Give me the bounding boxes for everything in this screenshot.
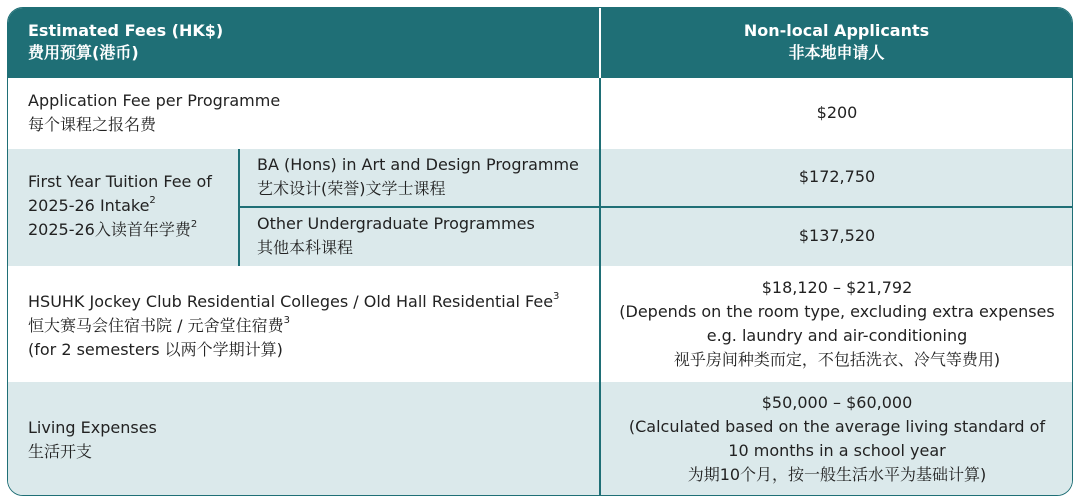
sub-column-divider (238, 149, 240, 266)
tuition-label-line3 (28, 218, 212, 242)
other-programmes-label (257, 212, 535, 260)
living-expenses-note-line2: 10 months in a school year (728, 441, 946, 460)
tuition-label-zh: 2025-26入读首年学费 (28, 220, 191, 239)
art-design-programme-en: BA (Hons) in Art and Design Programme (257, 155, 579, 174)
residential-fee-note-line1: (Depends on the room type, excluding extra expenses (619, 302, 1055, 321)
tuition-label-intake: 2025-26 Intake (28, 196, 150, 215)
residential-label-note: (for 2 semesters 以两个学期计算) (28, 340, 283, 359)
living-expenses-value (600, 391, 1073, 487)
application-fee-value: $200 (816, 103, 858, 122)
living-expenses-label-en: Living Expenses (28, 418, 157, 437)
residential-label-zh: 恒大赛马会住宿书院 / 元舍堂住宿费 (28, 316, 284, 335)
application-fee-label-en: Application Fee per Programme (28, 91, 281, 110)
table-header (8, 8, 1072, 78)
residential-fee-value (600, 276, 1073, 372)
tuition-label-line1: First Year Tuition Fee of (28, 172, 212, 191)
residential-fee-label (28, 290, 559, 362)
row-residential-fee (8, 266, 1072, 382)
residential-label-en: HSUHK Jockey Club Residential Colleges / Old Hall Residential Fee (28, 292, 554, 311)
header-applicants-zh: 非本地申请人 (788, 43, 885, 62)
row-application-fee (8, 78, 1072, 149)
header-left-cell (28, 20, 223, 64)
application-fee-label (28, 89, 280, 137)
tuition-sub-separator (238, 206, 1073, 208)
residential-fee-note-zh: 视乎房间种类而定，不包括洗衣、冷气等费用) (673, 350, 1001, 369)
tuition-footnote-marker: 2 (149, 195, 156, 206)
living-expenses-label (28, 416, 157, 464)
art-design-programme-label (257, 153, 579, 201)
residential-fee-range: $18,120 – $21,792 (761, 278, 913, 297)
residential-fee-note-line2: e.g. laundry and air-conditioning (706, 326, 968, 345)
row-tuition-fee (8, 149, 1072, 266)
tuition-footnote-marker-zh: 2 (190, 219, 198, 230)
other-programmes-zh: 其他本科课程 (257, 238, 354, 257)
tuition-fee-label (28, 170, 212, 242)
living-expenses-note-line1: (Calculated based on the average living standard of (628, 417, 1046, 436)
residential-footnote-marker: 3 (553, 291, 560, 302)
living-expenses-note-zh: 为期10个月，按一般生活水平为基础计算) (687, 465, 987, 484)
row-living-expenses (8, 382, 1072, 496)
living-expenses-label-zh: 生活开支 (28, 442, 93, 461)
residential-label-zh-line (28, 314, 559, 338)
art-design-programme-zh: 艺术设计(荣誉)文学士课程 (257, 179, 446, 198)
header-right-cell (599, 20, 1073, 64)
residential-label-en-line (28, 290, 559, 314)
header-applicants-en: Non-local Applicants (743, 21, 930, 40)
art-design-fee-value: $172,750 (798, 167, 876, 186)
fees-table (7, 7, 1073, 496)
application-fee-label-zh: 每个课程之报名费 (28, 115, 157, 134)
other-programmes-fee-value: $137,520 (798, 226, 876, 245)
living-expenses-range: $50,000 – $60,000 (761, 393, 913, 412)
residential-footnote-marker-zh: 3 (283, 315, 290, 326)
header-fees-title-en: Estimated Fees (HK$) (28, 21, 224, 40)
other-programmes-en: Other Undergraduate Programmes (257, 214, 535, 233)
header-fees-title-zh: 费用预算(港币) (28, 43, 139, 62)
tuition-label-line2 (28, 194, 212, 218)
